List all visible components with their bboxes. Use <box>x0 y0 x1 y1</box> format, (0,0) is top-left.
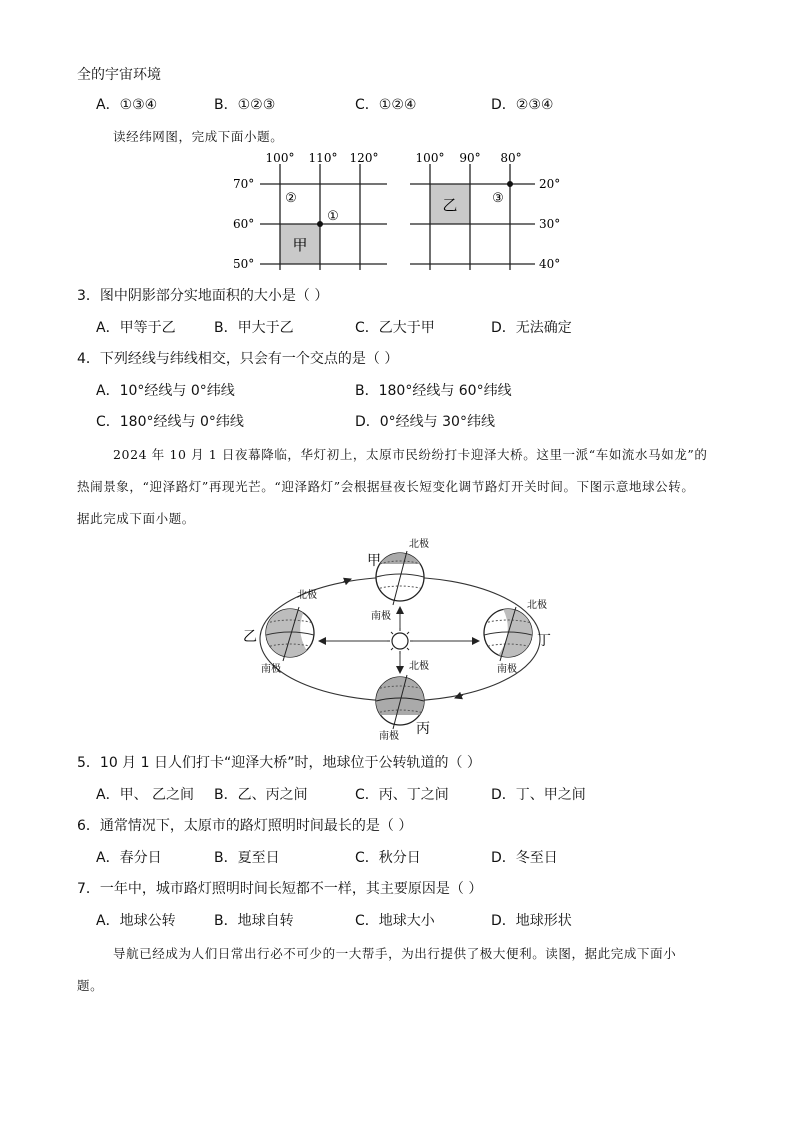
prev-option-b: B．①②③ <box>214 97 276 113</box>
q7-option-c: C．地球大小 <box>355 913 435 929</box>
q6-option-d: D．冬至日 <box>491 850 558 866</box>
left-side-label-2: 50° <box>233 257 255 271</box>
q5-option-c: C．丙、丁之间 <box>355 787 449 803</box>
right-top-label-2: 80° <box>500 151 522 165</box>
left-grid <box>260 164 387 270</box>
point-label-3: ③ <box>492 191 504 206</box>
right-side-label-0: 20° <box>539 177 561 191</box>
prev-option-d: D．②③④ <box>491 97 554 113</box>
position-label-ding: 丁 <box>537 633 551 649</box>
jia-north-pole: 北极 <box>409 539 429 550</box>
left-top-label-0: 100° <box>265 151 295 165</box>
q3-option-b: B．甲大于乙 <box>214 320 294 336</box>
prev-option-c: C．①②④ <box>355 97 417 113</box>
q5-option-a: A．甲、 乙之间 <box>96 787 195 803</box>
prev-question-tail: 全的宇宙环境 <box>77 67 161 83</box>
prev-option-a: A．①③④ <box>96 97 158 113</box>
q4-option-a: A．10°经线与 0°纬线 <box>96 383 235 399</box>
q6-option-b: B．夏至日 <box>214 850 280 866</box>
left-top-label-1: 110° <box>308 151 338 165</box>
earth-position-ding <box>484 607 532 661</box>
left-side-label-1: 60° <box>233 217 255 231</box>
q3-stem: 3．图中阴影部分实地面积的大小是（ ） <box>77 288 329 304</box>
shaded-label-jia: 甲 <box>292 236 308 254</box>
earth-position-yi <box>266 607 314 661</box>
bing-north-pole: 北极 <box>409 661 429 672</box>
q7-option-b: B．地球自转 <box>214 913 294 929</box>
left-side-label-0: 70° <box>233 177 255 191</box>
position-label-bing: 丙 <box>416 721 430 737</box>
q4-option-b: B．180°经线与 60°纬线 <box>355 383 512 399</box>
nav-intro-line-2: 题。 <box>77 978 104 993</box>
right-grid <box>410 164 535 270</box>
q5-option-b: B．乙、丙之间 <box>214 787 308 803</box>
earth-orbit-figure <box>235 535 565 743</box>
q6-stem: 6．通常情况下，太原市的路灯照明时间最长的是（ ） <box>77 818 413 834</box>
ding-south-pole: 南极 <box>497 664 517 675</box>
point-3-dot <box>507 181 513 187</box>
earth-position-jia <box>376 551 424 605</box>
passage-line-2: 热闹景象，“迎泽路灯”再现光芒。“迎泽路灯”会根据昼夜长短变化调节路灯开关时间。下图示意地球公转。 <box>77 479 695 494</box>
right-top-label-0: 100° <box>415 151 445 165</box>
point-1 <box>317 221 323 227</box>
q3-option-a: A．甲等于乙 <box>96 320 176 336</box>
q5-option-d: D．丁、甲之间 <box>491 787 586 803</box>
shaded-label-yi: 乙 <box>442 196 458 214</box>
q6-option-a: A．春分日 <box>96 850 162 866</box>
q4-stem: 4．下列经线与纬线相交，只会有一个交点的是（ ） <box>77 351 399 367</box>
right-top-label-1: 90° <box>459 151 481 165</box>
right-side-label-2: 40° <box>539 257 561 271</box>
position-label-yi: 乙 <box>243 629 257 645</box>
yi-south-pole: 南极 <box>261 664 281 675</box>
q7-stem: 7．一年中，城市路灯照明时间长短都不一样，其主要原因是（ ） <box>77 881 483 897</box>
q3-option-c: C．乙大于甲 <box>355 320 435 336</box>
q5-stem: 5．10 月 1 日人们打卡“迎泽大桥”时，地球位于公转轨道的（ ） <box>77 755 481 771</box>
q7-option-a: A．地球公转 <box>96 913 176 929</box>
q6-option-c: C．秋分日 <box>355 850 421 866</box>
jia-south-pole: 南极 <box>371 611 391 622</box>
point-label-1: ① <box>327 209 339 224</box>
yi-north-pole: 北极 <box>297 590 317 601</box>
nav-intro-line-1: 导航已经成为人们日常出行必不可少的一大帮手，为出行提供了极大便利。读图，据此完成下面小 <box>113 946 677 961</box>
lat-long-grid-figure <box>225 146 575 276</box>
grid-intro: 读经纬网图，完成下面小题。 <box>113 129 284 144</box>
point-label-2: ② <box>285 191 297 206</box>
left-top-label-2: 120° <box>349 151 379 165</box>
q4-option-c: C．180°经线与 0°纬线 <box>96 414 244 430</box>
position-label-jia: 甲 <box>367 553 381 569</box>
sun-icon <box>387 628 413 654</box>
right-side-label-1: 30° <box>539 217 561 231</box>
q7-option-d: D．地球形状 <box>491 913 572 929</box>
ding-north-pole: 北极 <box>527 600 547 611</box>
bing-south-pole: 南极 <box>379 731 399 742</box>
q3-option-d: D．无法确定 <box>491 320 572 336</box>
q4-option-d: D．0°经线与 30°纬线 <box>355 414 495 430</box>
passage-line-1: 2024 年 10 月 1 日夜幕降临，华灯初上，太原市民纷纷打卡迎泽大桥。这里一派“车如流水马如龙”的 <box>113 447 708 462</box>
passage-line-3: 据此完成下面小题。 <box>77 511 195 526</box>
